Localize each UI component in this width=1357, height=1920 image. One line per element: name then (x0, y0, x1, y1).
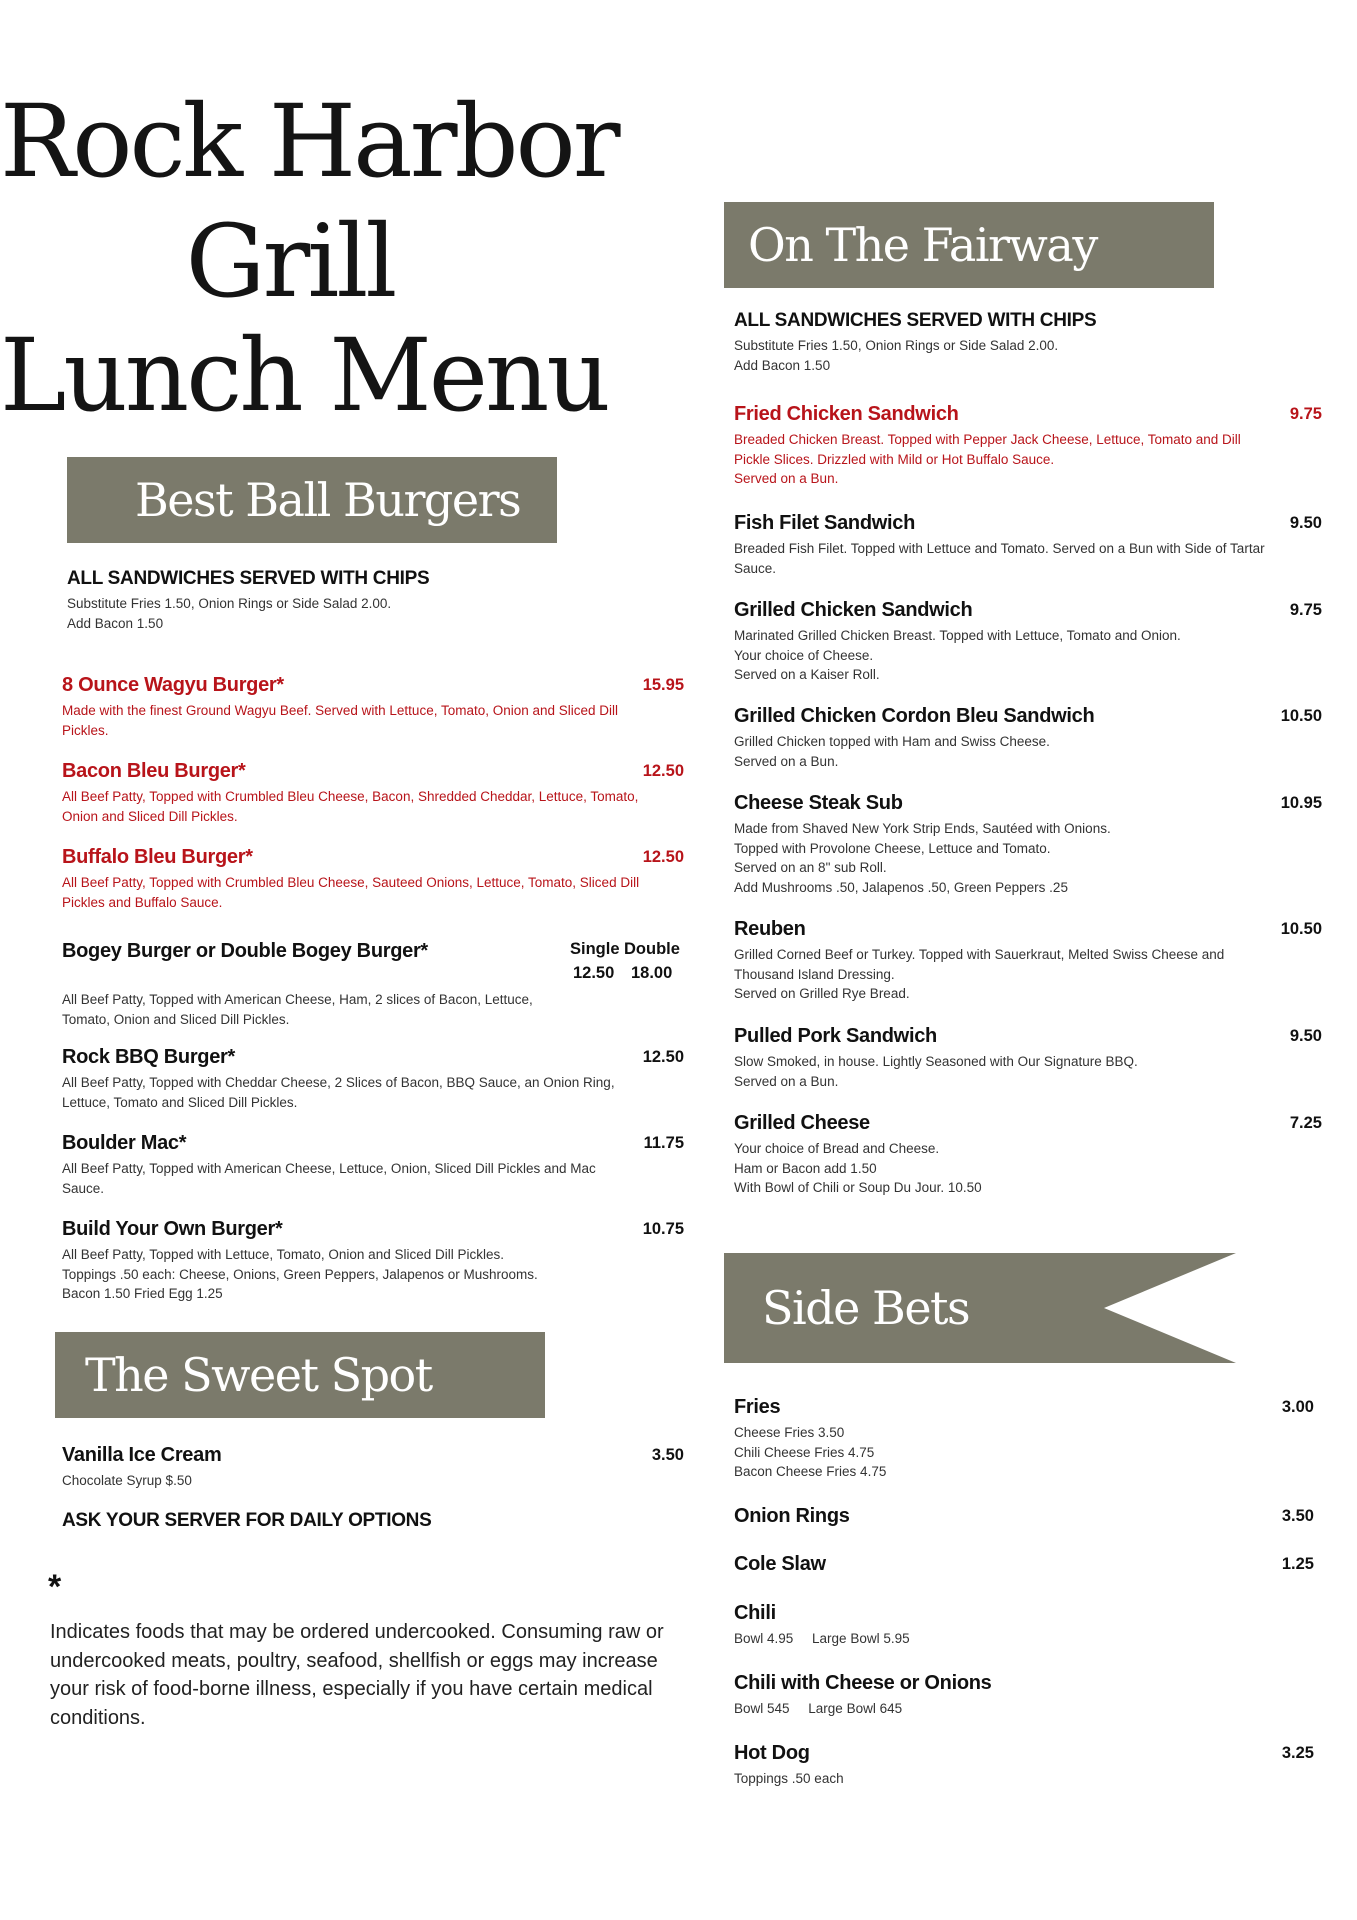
item-desc-line: Served on an 8" sub Roll. (734, 860, 887, 875)
item-price: 12.50 (642, 1048, 684, 1066)
item-desc-line: Marinated Grilled Chicken Breast. Topped with Lettuce, Tomato and Onion. (734, 628, 1181, 643)
item-price: 3.50 (1281, 1507, 1314, 1525)
item-desc (734, 539, 1322, 578)
item-price: 9.75 (1289, 601, 1322, 619)
menu-item-wagyu (62, 672, 682, 740)
side-bets-banner-title: Side Bets (762, 1281, 970, 1335)
item-desc-line: Cheese Fries 3.50 (734, 1425, 845, 1440)
item-name: Cheese Steak Sub (734, 792, 903, 814)
item-name: Bogey Burger or Double Bogey Burger* (62, 940, 428, 962)
side-item-chili (734, 1600, 1322, 1649)
item-name: Vanilla Ice Cream (62, 1444, 222, 1466)
item-desc-line: Ham or Bacon add 1.50 (734, 1160, 877, 1176)
item-price: 9.50 (1289, 514, 1322, 532)
item-desc-line: Grilled Corned Beef or Turkey. Topped with Sauerkraut, Melted Swiss Cheese and (734, 947, 1225, 962)
best-ball-info (67, 568, 429, 634)
item-name: Hot Dog (734, 1742, 810, 1764)
item-desc-line: Topped with Provolone Cheese, Lettuce and Tomato. (734, 840, 1051, 856)
item-name: Onion Rings (734, 1505, 850, 1527)
menu-item-reuben (734, 916, 1322, 1004)
menu-item-bogey (62, 938, 682, 1029)
item-desc-line: Served on Grilled Rye Bread. (734, 986, 910, 1001)
item-price: 7.25 (1289, 1114, 1322, 1132)
item-price: 12.50 (642, 848, 684, 866)
item-desc-line: Chili Cheese Fries 4.75 (734, 1444, 875, 1460)
item-name: Fries (734, 1396, 781, 1418)
menu-item-cheese-steak (734, 790, 1322, 897)
sweet-spot-banner: The Sweet Spot (55, 1332, 545, 1418)
item-desc-line: Served on a Kaiser Roll. (734, 667, 880, 682)
item-desc-line: Your choice of Bread and Cheese. (734, 1141, 940, 1156)
item-desc (734, 732, 1322, 771)
side-item-fries (734, 1394, 1322, 1482)
item-desc-line: Grilled Chicken topped with Ham and Swiss Cheese. (734, 734, 1050, 749)
item-name: Fish Filet Sandwich (734, 512, 915, 534)
item-desc-line: Your choice of Cheese. (734, 647, 874, 663)
item-desc: All Beef Patty, Topped with Crumbled Bleu Cheese, Sauteed Onions, Lettuce, Tomato, Sliced Dill Pickles and Buffalo Sauce. (62, 875, 640, 910)
item-price: 10.95 (1280, 794, 1322, 812)
menu-item-fried-chicken (734, 401, 1322, 489)
item-price: 15.95 (642, 676, 684, 694)
item-desc-line: Made from Shaved New York Strip Ends, Sautéed with Onions. (734, 821, 1111, 836)
item-desc: Bowl 545 Large Bowl 645 (734, 1701, 903, 1716)
item-desc-line: Add Mushrooms .50, Jalapenos .50, Green Peppers .25 (734, 879, 1068, 895)
item-desc (734, 430, 1322, 489)
item-name: 8 Ounce Wagyu Burger* (62, 674, 284, 696)
best-ball-banner: Best Ball Burgers (67, 457, 557, 543)
item-desc (734, 626, 1322, 685)
item-name: Boulder Mac* (62, 1132, 187, 1154)
item-desc: All Beef Patty, Topped with American Cheese, Ham, 2 slices of Bacon, Lettuce, Tomato, Onion and Sliced Dill Pickles. (62, 992, 533, 1027)
item-desc: Bowl 4.95 Large Bowl 5.95 (734, 1631, 910, 1646)
item-desc (62, 1245, 682, 1304)
item-price: 3.50 (651, 1446, 684, 1464)
item-desc: Toppings .50 each (734, 1771, 844, 1786)
fairway-heading: ALL SANDWICHES SERVED WITH CHIPS (734, 310, 1097, 331)
side-item-chili-cheese-onions (734, 1670, 1322, 1719)
menu-item-grilled-chicken (734, 597, 1322, 685)
side-item-onion-rings (734, 1503, 1322, 1529)
menu-item-bacon-bleu (62, 758, 682, 826)
item-desc-line: Slow Smoked, in house. Lightly Seasoned with Our Signature BBQ. (734, 1054, 1138, 1069)
item-name: Chili with Cheese or Onions (734, 1672, 992, 1694)
item-desc-line: Bacon Cheese Fries 4.75 (734, 1464, 887, 1479)
menu-item-boulder-mac (62, 1130, 682, 1198)
item-desc (734, 1139, 1322, 1198)
item-desc-line: Toppings .50 each: Cheese, Onions, Green Peppers, Jalapenos or Mushrooms. (62, 1266, 538, 1282)
item-desc (734, 1052, 1322, 1091)
item-desc (734, 1423, 1322, 1482)
item-desc-line: With Bowl of Chili or Soup Du Jour. 10.50 (734, 1180, 982, 1195)
item-name: Build Your Own Burger* (62, 1218, 283, 1240)
footnote-text: Indicates foods that may be ordered undercooked. Consuming raw or undercooked meats, poultry, seafood, shellfish or eggs may increase your risk of food-borne illness, especially if you have certain medical conditions. (50, 1621, 664, 1729)
item-name: Fried Chicken Sandwich (734, 403, 959, 425)
item-price: 10.50 (1280, 920, 1322, 938)
title-line-3: Lunch Menu (0, 317, 608, 434)
item-price: 10.75 (642, 1220, 684, 1238)
menu-item-vanilla-ice-cream (62, 1442, 682, 1491)
fairway-sub-2: Add Bacon 1.50 (734, 358, 831, 373)
item-price: 1.25 (1281, 1555, 1314, 1573)
item-price: 3.25 (1281, 1744, 1314, 1762)
item-price: 9.50 (1289, 1027, 1322, 1045)
item-price: 10.50 (1280, 707, 1322, 725)
side-item-hot-dog (734, 1740, 1322, 1789)
item-desc (734, 819, 1322, 897)
title-line-1: Rock Harbor (0, 83, 618, 200)
best-ball-sub-2: Add Bacon 1.50 (67, 616, 164, 631)
side-item-cole-slaw (734, 1551, 1322, 1577)
item-desc-line: Served on a Bun. (734, 753, 839, 769)
item-desc-line: Thousand Island Dressing. (734, 966, 895, 982)
item-desc: Made with the finest Ground Wagyu Beef. Served with Lettuce, Tomato, Onion and Sliced Dill Pickles. (62, 703, 619, 738)
item-desc-line: Served on a Bun. (734, 471, 839, 486)
item-desc-line: Pickle Slices. Drizzled with Mild or Hot Buffalo Sauce. (734, 451, 1055, 467)
menu-item-cordon-bleu (734, 703, 1322, 771)
menu-item-grilled-cheese (734, 1110, 1322, 1198)
item-desc-line: Served on a Bun. (734, 1073, 839, 1089)
item-desc (734, 945, 1322, 1004)
item-name: Bacon Bleu Burger* (62, 760, 246, 782)
single-price: 12.50 (573, 964, 615, 982)
menu-item-fish-filet (734, 510, 1322, 578)
double-label: Double (624, 940, 680, 958)
title-line-2: Grill (185, 203, 395, 320)
daily-options-note: ASK YOUR SERVER FOR DAILY OPTIONS (62, 1510, 432, 1531)
item-desc: Chocolate Syrup $.50 (62, 1473, 192, 1488)
item-desc-line: Sauce. (734, 560, 777, 576)
item-desc-line: Breaded Fish Filet. Topped with Lettuce and Tomato. Served on a Bun with Side of Tartar (734, 541, 1265, 556)
double-price: 18.00 (631, 964, 673, 982)
single-label: Single (570, 940, 620, 958)
fairway-info (734, 310, 1096, 376)
item-name: Reuben (734, 918, 806, 940)
item-name: Buffalo Bleu Burger* (62, 846, 253, 868)
fairway-banner: On The Fairway (724, 202, 1214, 288)
item-desc: All Beef Patty, Topped with American Cheese, Lettuce, Onion, Sliced Dill Pickles and Mac Sauce. (62, 1161, 596, 1196)
item-name: Chili (734, 1602, 776, 1624)
footnote-star: * (48, 1568, 62, 1606)
item-price: 12.50 (642, 762, 684, 780)
item-desc-line: All Beef Patty, Topped with Lettuce, Tomato, Onion and Sliced Dill Pickles. (62, 1247, 504, 1262)
best-ball-sub-1: Substitute Fries 1.50, Onion Rings or Side Salad 2.00. (67, 596, 392, 611)
item-name: Grilled Chicken Cordon Bleu Sandwich (734, 705, 1095, 727)
item-desc: All Beef Patty, Topped with Cheddar Cheese, 2 Slices of Bacon, BBQ Sauce, an Onion Ring, Lettuce, Tomato and Sliced Dill Pickles. (62, 1075, 615, 1110)
item-desc-line: Bacon 1.50 Fried Egg 1.25 (62, 1286, 223, 1301)
fairway-sub-1: Substitute Fries 1.50, Onion Rings or Side Salad 2.00. (734, 338, 1059, 353)
item-price: 3.00 (1281, 1398, 1314, 1416)
best-ball-heading: ALL SANDWICHES SERVED WITH CHIPS (67, 568, 430, 589)
menu-item-rock-bbq (62, 1044, 682, 1112)
item-price: 11.75 (643, 1134, 684, 1152)
item-desc: All Beef Patty, Topped with Crumbled Bleu Cheese, Bacon, Shredded Cheddar, Lettuce, Tomato, Onion and Sliced Dill Pickles. (62, 789, 639, 824)
menu-item-build-your-own (62, 1216, 682, 1304)
item-price: 9.75 (1289, 405, 1322, 423)
menu-item-buffalo-bleu (62, 844, 682, 912)
item-name: Grilled Chicken Sandwich (734, 599, 973, 621)
item-name: Cole Slaw (734, 1553, 826, 1575)
item-name: Pulled Pork Sandwich (734, 1025, 937, 1047)
menu-item-pulled-pork (734, 1023, 1322, 1091)
item-desc-line: Breaded Chicken Breast. Topped with Pepper Jack Cheese, Lettuce, Tomato and Dill (734, 432, 1241, 447)
item-name: Grilled Cheese (734, 1112, 870, 1134)
item-name: Rock BBQ Burger* (62, 1046, 236, 1068)
